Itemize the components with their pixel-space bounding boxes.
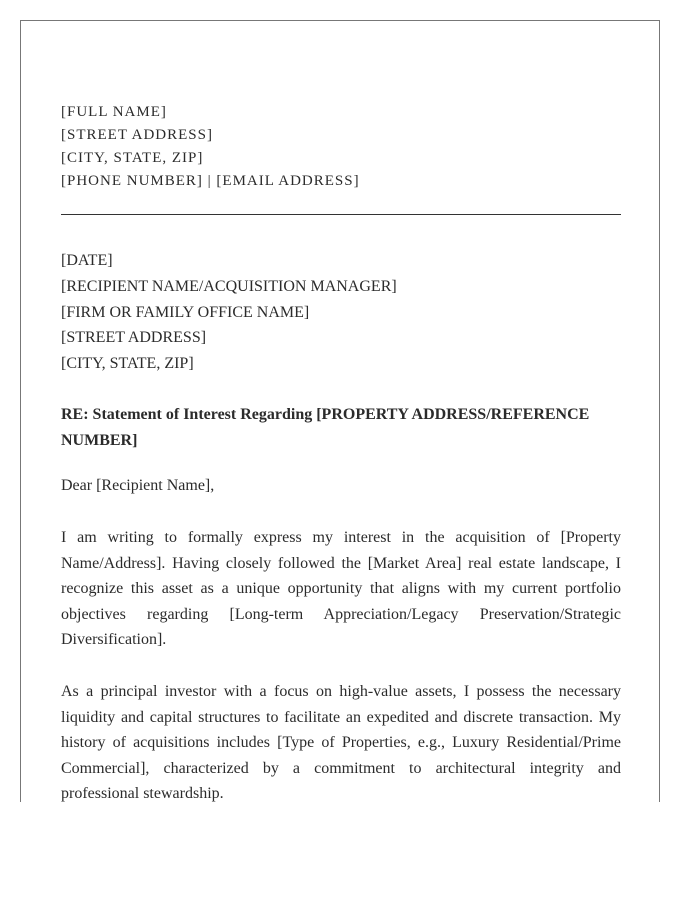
letter-content — [61, 101, 621, 802]
sender-phone-email: [PHONE NUMBER] | [EMAIL ADDRESS] — [61, 173, 360, 189]
body-paragraph-2: As a principal investor with a focus on high-value assets, I possess the necessary liquidity and capital structures to facilitate an expedited and discrete transaction. My history of acquisitions includes [Type of Properties, e.g., Luxury Residential/Prime Commercial], characterized by a commitment to architectural integrity and professional stewardship. — [61, 682, 621, 802]
recipient-city-state-zip: [CITY, STATE, ZIP] — [61, 355, 194, 373]
sender-street-address: [STREET ADDRESS] — [61, 127, 213, 143]
salutation: Dear [Recipient Name], — [61, 476, 215, 494]
recipient-street-address: [STREET ADDRESS] — [61, 329, 207, 347]
header-divider — [61, 214, 621, 215]
letter-date: [DATE] — [61, 252, 113, 269]
recipient-firm: [FIRM OR FAMILY OFFICE NAME] — [61, 303, 310, 321]
document-page — [20, 20, 660, 802]
sender-city-state-zip: [CITY, STATE, ZIP] — [61, 150, 204, 166]
sender-block — [61, 101, 621, 193]
recipient-block — [61, 248, 621, 377]
sender-full-name: [FULL NAME] — [61, 104, 167, 120]
recipient-name: [RECIPIENT NAME/ACQUISITION MANAGER] — [61, 277, 397, 295]
subject-line: RE: Statement of Interest Regarding [PROPERTY ADDRESS/REFERENCE NUMBER] — [61, 405, 590, 449]
body-paragraph-1: I am writing to formally express my interest in the acquisition of [Property Name/Address]. Having closely followed the [Market Area] real estate landscape, I recognize this asset as a unique opportunity that aligns with my current portfolio objectives regarding [Long-term Appreciation/Legacy Preservation/Strategic Diversification]. — [61, 528, 621, 649]
